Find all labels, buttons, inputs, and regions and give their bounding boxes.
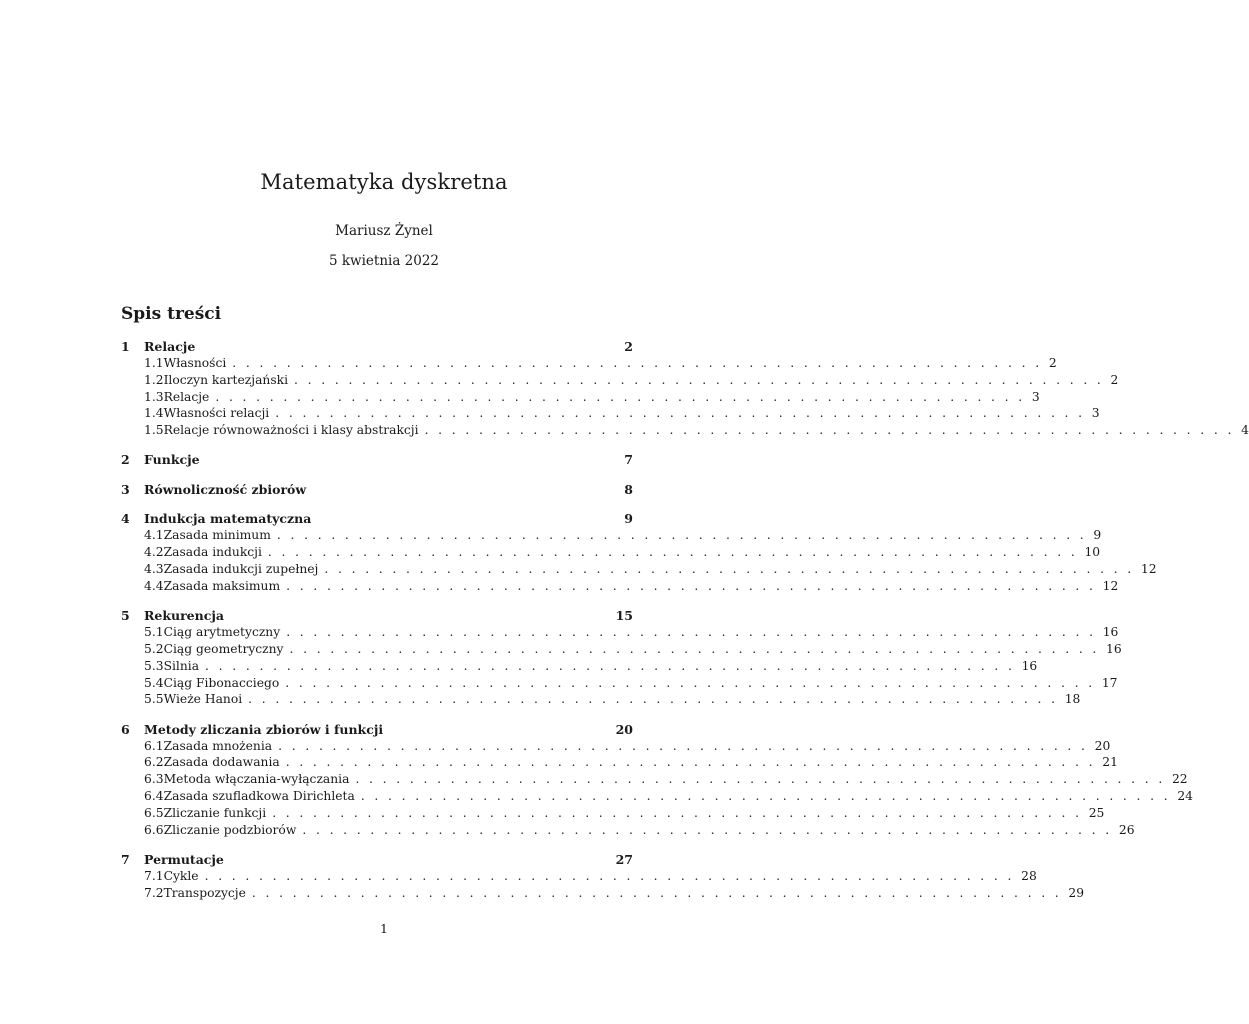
toc-spacer <box>121 439 633 452</box>
toc-subsection-page: 29 <box>1068 885 1085 900</box>
toc-section-title: Funkcje <box>144 452 200 468</box>
toc-subsection-number: 1.3 <box>144 389 164 404</box>
toc-section-entry[interactable] <box>121 721 633 738</box>
toc-subsection-page: 2 <box>1110 372 1119 387</box>
toc-dot-leader: ............................................................ <box>286 578 1103 593</box>
toc-dot-leader: ............................................................ <box>302 822 1119 837</box>
toc-dot-leader: ............................................................ <box>275 406 1092 421</box>
table-of-contents <box>121 338 1249 902</box>
toc-subsection-page: 3 <box>1091 406 1100 421</box>
toc-subsection-title: Zliczanie funkcji <box>164 805 273 822</box>
toc-subsection-title: Wieże Hanoi <box>164 691 249 708</box>
toc-spacer <box>121 498 633 511</box>
toc-subsection-title: Metoda włączania-wyłączania <box>164 771 356 788</box>
toc-subsection-title: Ciąg arytmetyczny <box>164 624 287 641</box>
toc-dot-leader: ............................................................ <box>424 423 1242 438</box>
toc-section-number: 1 <box>121 339 130 354</box>
toc-subsection-entry[interactable] <box>121 422 1249 439</box>
toc-section-page: 2 <box>624 339 633 354</box>
toc-subsection-page: 18 <box>1064 692 1081 707</box>
toc-spacer <box>121 468 633 481</box>
toc-section-page: 8 <box>624 481 633 497</box>
toc-subsection-page: 4 <box>1241 423 1249 438</box>
toc-dot-leader: ............................................................ <box>355 772 1172 787</box>
toc-dot-leader: ............................................................ <box>276 528 1094 543</box>
toc-subsection-entry[interactable] <box>121 675 1118 692</box>
toc-subsection-number: 4.4 <box>144 578 164 593</box>
toc-section-entry[interactable] <box>121 451 633 468</box>
toc-dot-leader: ............................................................ <box>285 675 1102 690</box>
toc-subsection-number: 4.3 <box>144 562 164 577</box>
toc-subsection-number: 6.4 <box>144 789 164 804</box>
toc-subsection-entry[interactable] <box>121 355 1057 372</box>
toc-section-title: Indukcja matematyczna <box>144 511 312 527</box>
toc-subsection-entry[interactable] <box>121 868 1037 885</box>
toc-dot-leader: ............................................................ <box>232 356 1049 370</box>
toc-dot-leader: ............................................................ <box>286 625 1103 640</box>
toc-subsection-page: 3 <box>1031 389 1040 404</box>
toc-subsection-title: Cykle <box>164 868 205 885</box>
toc-section-page: 9 <box>624 511 633 527</box>
toc-subsection-number: 7.1 <box>144 868 164 883</box>
toc-subsection-title: Ciąg Fibonacciego <box>164 675 286 692</box>
toc-subsection-title: Zasada indukcji zupełnej <box>164 561 325 578</box>
toc-subsection-entry[interactable] <box>121 754 1118 771</box>
document-date: 5 kwietnia 2022 <box>328 253 440 269</box>
toc-subsection-page: 22 <box>1171 772 1188 787</box>
toc-section-title: Permutacje <box>144 851 224 867</box>
toc-dot-leader: ............................................................ <box>248 692 1065 707</box>
toc-subsection-title: Transpozycje <box>164 885 252 902</box>
toc-spacer <box>121 838 633 851</box>
toc-subsection-number: 5.1 <box>144 625 164 640</box>
toc-subsection-entry[interactable] <box>121 771 1188 788</box>
toc-subsection-page: 10 <box>1084 545 1101 560</box>
toc-section-title: Rekurencja <box>144 608 224 624</box>
toc-subsection-entry[interactable] <box>121 372 1119 389</box>
toc-subsection-page: 17 <box>1101 675 1118 690</box>
toc-subsection-number: 1.5 <box>144 423 164 438</box>
toc-subsection-title: Ciąg geometryczny <box>164 641 290 658</box>
toc-subsection-entry[interactable] <box>121 405 1100 422</box>
toc-subsection-title: Własności <box>164 355 233 372</box>
toc-subsection-number: 1.4 <box>144 406 164 421</box>
toc-subsection-number: 1.1 <box>144 356 164 370</box>
toc-dot-leader: ............................................................ <box>215 389 1032 404</box>
toc-subsection-number: 6.3 <box>144 772 164 787</box>
toc-subsection-entry[interactable] <box>121 389 1040 406</box>
toc-section-page: 27 <box>615 851 633 867</box>
toc-dot-leader: ............................................................ <box>278 738 1095 753</box>
toc-subsection-number: 6.2 <box>144 755 164 770</box>
toc-section-title: Metody zliczania zbiorów i funkcji <box>144 721 384 737</box>
toc-dot-leader: ............................................................ <box>324 562 1141 577</box>
page-number: 1 <box>380 921 388 936</box>
toc-section-number: 6 <box>121 721 130 737</box>
toc-subsection-title: Własności relacji <box>164 405 276 422</box>
toc-section-entry[interactable] <box>121 851 633 868</box>
toc-subsection-title: Zasada maksimum <box>164 578 287 595</box>
toc-subsection-number: 5.4 <box>144 675 164 690</box>
toc-subsection-entry[interactable] <box>121 527 1102 544</box>
toc-subsection-title: Zasada minimum <box>164 527 277 544</box>
toc-subsection-title: Relacje <box>164 389 216 406</box>
toc-section-entry[interactable] <box>121 510 633 527</box>
toc-dot-leader: ............................................................ <box>360 789 1178 804</box>
toc-subsection-entry[interactable] <box>121 641 1122 658</box>
toc-section-page: 15 <box>615 608 633 624</box>
toc-subsection-number: 6.6 <box>144 822 164 837</box>
toc-subsection-entry[interactable] <box>121 578 1119 595</box>
toc-subsection-page: 28 <box>1021 868 1037 883</box>
toc-subsection-page: 16 <box>1106 641 1122 656</box>
toc-dot-leader: ............................................................ <box>251 885 1069 900</box>
toc-subsection-title: Iloczyn kartezjański <box>164 372 294 389</box>
toc-subsection-number: 4.1 <box>144 528 164 543</box>
toc-section-number: 7 <box>121 851 130 867</box>
toc-dot-leader: ............................................................ <box>285 755 1103 770</box>
toc-subsection-page: 25 <box>1088 805 1105 820</box>
toc-subsection-entry[interactable] <box>121 822 1135 839</box>
toc-section-number: 4 <box>121 511 130 527</box>
toc-spacer <box>121 595 633 608</box>
toc-subsection-entry[interactable] <box>121 885 1085 902</box>
toc-dot-leader: ............................................................ <box>204 868 1022 883</box>
toc-subsection-number: 6.5 <box>144 805 164 820</box>
toc-section-page: 20 <box>615 721 633 737</box>
toc-subsection-entry[interactable] <box>121 658 1038 675</box>
toc-heading: Spis treści <box>121 304 222 324</box>
toc-subsection-page: 26 <box>1118 822 1135 837</box>
toc-subsection-entry[interactable] <box>121 624 1119 641</box>
toc-subsection-title: Zasada dodawania <box>164 754 286 771</box>
toc-subsection-number: 1.2 <box>144 372 164 387</box>
toc-subsection-number: 6.1 <box>144 738 164 753</box>
toc-subsection-title: Zasada mnożenia <box>164 738 279 755</box>
toc-section-number: 3 <box>121 481 130 497</box>
toc-section-entry[interactable] <box>121 338 633 355</box>
toc-subsection-title: Silnia <box>164 658 205 675</box>
toc-subsection-title: Zasada indukcji <box>164 544 268 561</box>
toc-section-number: 2 <box>121 452 130 468</box>
toc-subsection-entry[interactable] <box>121 738 1111 755</box>
toc-dot-leader: ............................................................ <box>272 805 1089 820</box>
toc-subsection-page: 12 <box>1140 562 1157 577</box>
toc-subsection-number: 5.2 <box>144 641 164 656</box>
document-title: Matematyka dyskretna <box>260 170 508 194</box>
toc-subsection-number: 4.2 <box>144 545 164 560</box>
toc-subsection-number: 7.2 <box>144 885 164 900</box>
toc-spacer <box>121 708 633 721</box>
toc-subsection-title: Zliczanie podzbiorów <box>164 822 303 839</box>
toc-subsection-entry[interactable] <box>121 805 1105 822</box>
toc-subsection-number: 5.3 <box>144 658 164 673</box>
toc-subsection-page: 16 <box>1102 625 1119 640</box>
toc-dot-leader: ............................................................ <box>289 641 1107 656</box>
toc-subsection-entry[interactable] <box>121 788 1194 805</box>
toc-dot-leader: ............................................................ <box>205 658 1022 673</box>
toc-section-number: 5 <box>121 608 130 624</box>
toc-subsection-number: 5.5 <box>144 692 164 707</box>
toc-section-entry[interactable] <box>121 607 633 624</box>
toc-subsection-page: 12 <box>1102 578 1119 593</box>
toc-subsection-entry[interactable] <box>121 691 1081 708</box>
toc-section-page: 7 <box>624 452 633 468</box>
toc-subsection-entry[interactable] <box>121 561 1157 578</box>
toc-subsection-page: 16 <box>1021 658 1038 673</box>
toc-subsection-entry[interactable] <box>121 544 1101 561</box>
toc-subsection-title: Relacje równoważności i klasy abstrakcji <box>164 422 425 439</box>
toc-section-entry[interactable] <box>121 481 633 498</box>
toc-subsection-title: Zasada szufladkowa Dirichleta <box>164 788 361 805</box>
toc-dot-leader: ............................................................ <box>294 372 1111 387</box>
toc-subsection-page: 24 <box>1177 789 1194 804</box>
toc-subsection-page: 9 <box>1093 528 1102 543</box>
toc-subsection-page: 20 <box>1094 738 1111 753</box>
toc-section-title: Relacje <box>144 339 196 354</box>
toc-section-title: Równoliczność zbiorów <box>144 481 307 497</box>
toc-subsection-page: 21 <box>1102 755 1118 770</box>
document-author: Mariusz Żynel <box>335 223 433 239</box>
toc-dot-leader: ............................................................ <box>267 545 1085 560</box>
toc-subsection-page: 2 <box>1048 356 1057 370</box>
